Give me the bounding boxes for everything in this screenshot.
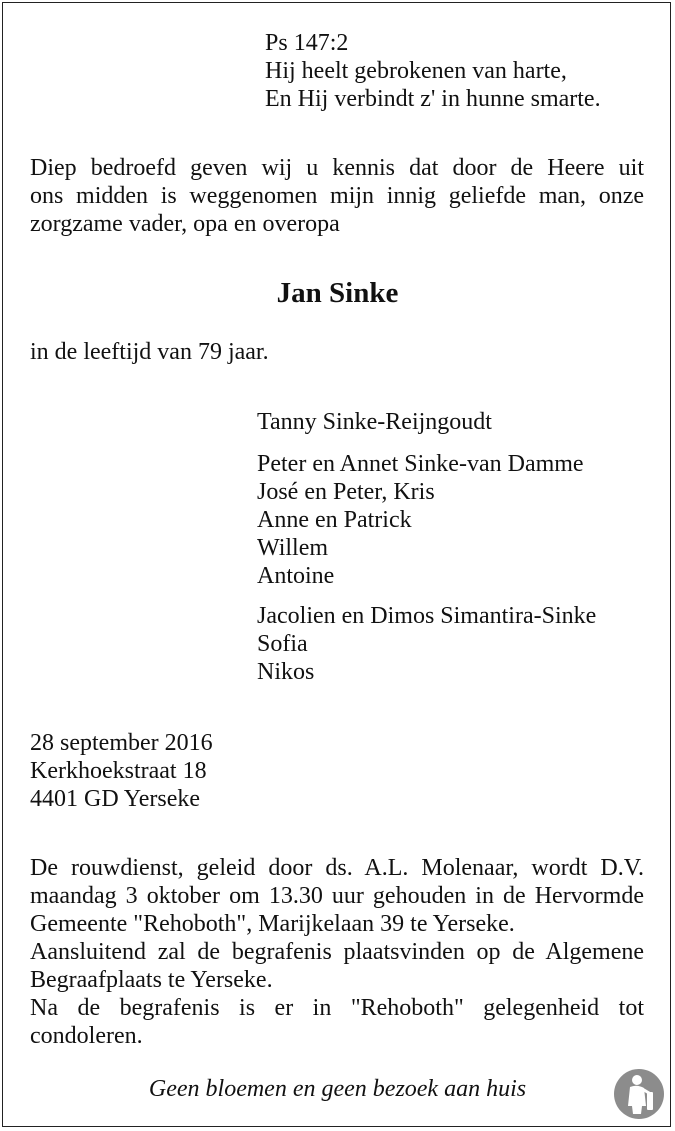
service-line-1: De rouwdienst, geleid door ds. A.L. Molenaar, wordt D.V.: [30, 855, 644, 881]
family-member: Jacolien en Dimos Simantira-Sinke: [257, 603, 597, 629]
verse-reference: Ps 147:2: [265, 30, 349, 56]
address-street: Kerkhoekstraat 18: [30, 758, 207, 784]
spouse-name: Tanny Sinke-Reijngoudt: [257, 409, 492, 435]
family-member: Sofia: [257, 631, 308, 657]
family-member: Antoine: [257, 563, 335, 589]
footer-note: Geen bloemen en geen bezoek aan huis: [148, 1076, 527, 1102]
intro-line-1: Diep bedroefd geven wij u kennis dat door de Heere uit: [30, 155, 644, 181]
family-member: Peter en Annet Sinke-van Damme: [257, 451, 584, 477]
family-member: Willem: [257, 535, 329, 561]
intro-line-3: zorgzame vader, opa en overopa: [30, 211, 340, 237]
family-member: José en Peter, Kris: [257, 479, 435, 505]
service-line-4: Aansluitend zal de begrafenis plaatsvinden op de Algemene: [30, 939, 644, 965]
service-line-6: Na de begrafenis is er in "Rehoboth" gelegenheid tot: [30, 995, 644, 1021]
age-line: in de leeftijd van 79 jaar.: [30, 339, 269, 365]
mourning-figure-icon: [613, 1068, 665, 1120]
deceased-name: Jan Sinke: [276, 277, 399, 309]
verse-line-2: En Hij verbindt z' in hunne smarte.: [265, 86, 601, 112]
address-city: 4401 GD Yerseke: [30, 786, 200, 812]
service-line-2: maandag 3 oktober om 13.30 uur gehouden in de Hervormde: [30, 883, 644, 909]
service-line-7: condoleren.: [30, 1023, 143, 1049]
announcement-date: 28 september 2016: [30, 730, 213, 756]
verse-line-1: Hij heelt gebrokenen van harte,: [265, 58, 567, 84]
service-line-5: Begraafplaats te Yerseke.: [30, 967, 273, 993]
family-member: Anne en Patrick: [257, 507, 412, 533]
service-line-3: Gemeente "Rehoboth", Marijkelaan 39 te Yerseke.: [30, 911, 515, 937]
intro-line-2: ons midden is weggenomen mijn innig geliefde man, onze: [30, 183, 644, 209]
family-member: Nikos: [257, 659, 315, 685]
